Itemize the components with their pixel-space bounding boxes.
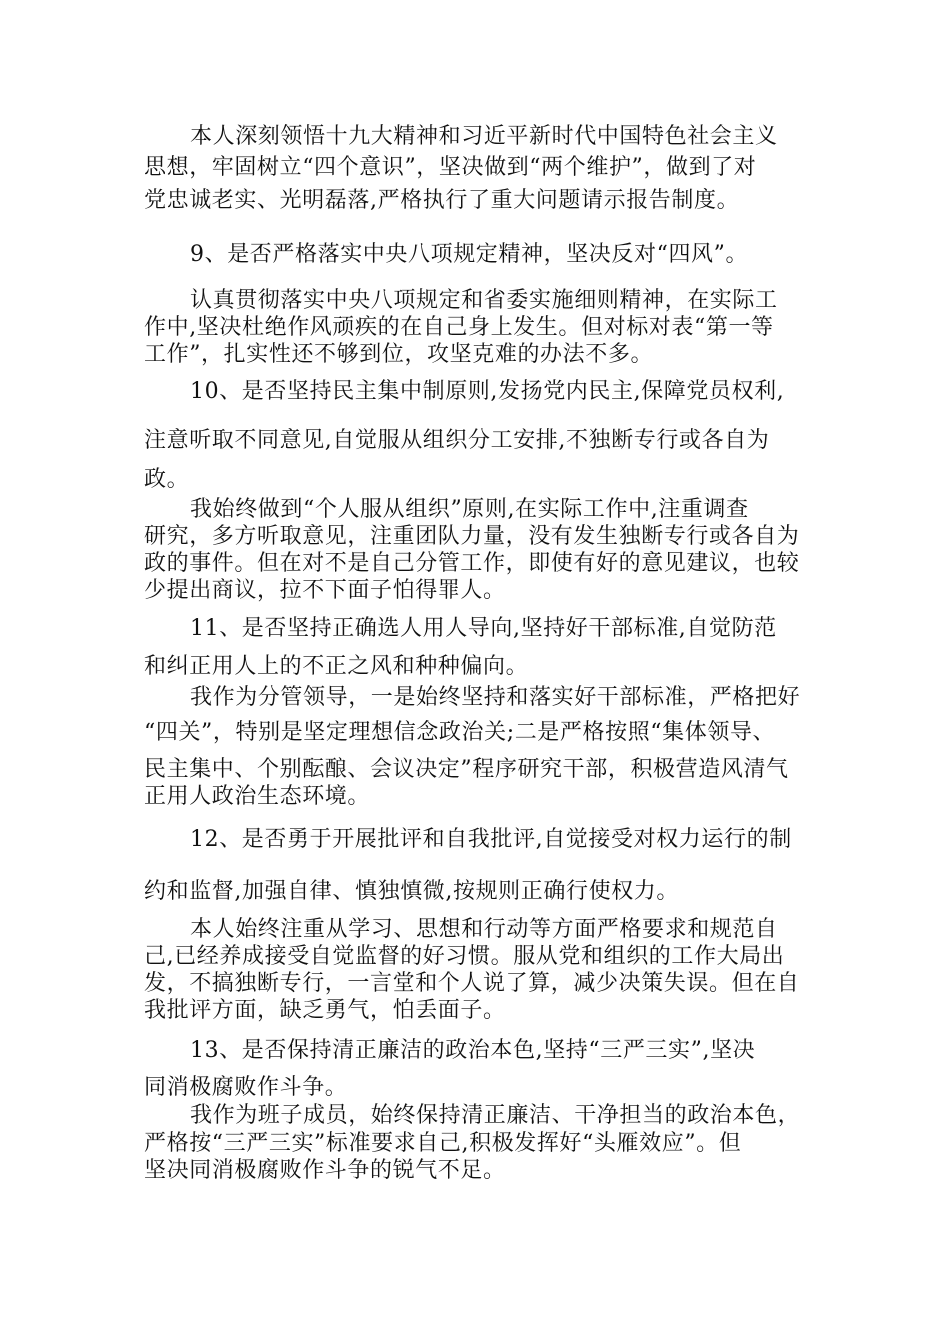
- question-10-line-2: 注意听取不同意见,自觉服从组织分工安排,不独断专行或各自为: [144, 428, 770, 453]
- question-10-line-3: 政。: [144, 467, 190, 492]
- answer-12-line-1: 本人始终注重从学习、思想和行动等方面严格要求和规范自: [190, 917, 778, 942]
- question-11-line-2: 和纠正用人上的不正之风和种种偏向。: [144, 654, 529, 679]
- answer-8-line-1: 本人深刻领悟十九大精神和习近平新时代中国特色社会主义: [190, 124, 778, 149]
- question-12-line-2: 约和监督,加强自律、慎独慎微,按规则正确行使权力。: [144, 879, 679, 904]
- answer-11-line-4: 正用人政治生态环境。: [144, 784, 371, 809]
- question-11-line-1: 11、是否坚持正确选人用人导向,坚持好干部标准,自觉防范: [190, 616, 777, 641]
- answer-10-line-3: 政的事件。但在对不是自己分管工作，即使有好的意见建议，也较: [144, 551, 800, 576]
- question-13-line-1: 13、是否保持清正廉洁的政治本色,坚持“三严三实”,坚决: [190, 1038, 756, 1063]
- answer-11-line-2: “四关”，特别是坚定理想信念政治关;二是严格按照“集体领导、: [144, 720, 776, 745]
- answer-10-line-4: 少提出商议，拉不下面子怕得罪人。: [144, 578, 506, 603]
- question-12-line-1: 12、是否勇于开展批评和自我批评,自觉接受对权力运行的制: [190, 827, 792, 852]
- answer-11-line-3: 民主集中、个别酝酿、会议决定”程序研究干部，积极营造风清气: [144, 757, 789, 782]
- answer-9-line-3: 工作”，扎实性还不够到位，攻坚克难的办法不多。: [144, 342, 654, 367]
- answer-8-line-2: 思想，牢固树立“四个意识”，坚决做到“两个维护”，做到了对: [144, 155, 757, 180]
- question-13-line-2: 同消极腐败作斗争。: [144, 1075, 348, 1100]
- answer-9-line-2: 作中,坚决杜绝作风顽疾的在自己身上发生。但对标对表“第一等: [144, 315, 774, 340]
- answer-13-line-1: 我作为班子成员，始终保持清正廉洁、干净担当的政治本色，: [190, 1103, 801, 1128]
- answer-10-line-1: 我始终做到“个人服从组织”原则,在实际工作中,注重调查: [190, 497, 749, 522]
- answer-13-line-2: 严格按“三严三实”标准要求自己,积极发挥好“头雁效应”。但: [144, 1131, 742, 1156]
- answer-8-line-3: 党忠诚老实、光明磊落,严格执行了重大问题请示报告制度。: [144, 188, 740, 213]
- answer-12-line-2: 己,已经养成接受自觉监督的好习惯。服从党和组织的工作大局出: [144, 944, 785, 969]
- question-10-line-1: 10、是否坚持民主集中制原则,发扬党内民主,保障党员权利,: [190, 379, 785, 404]
- answer-13-line-3: 坚决同消极腐败作斗争的锐气不足。: [144, 1158, 506, 1183]
- answer-12-line-4: 我批评方面，缺乏勇气，怕丢面子。: [144, 998, 506, 1023]
- answer-9-line-1: 认真贯彻落实中央八项规定和省委实施细则精神，在实际工: [190, 288, 778, 313]
- question-9-line-1: 9、是否严格落实中央八项规定精神，坚决反对“四风”。: [190, 242, 749, 267]
- answer-12-line-3: 发，不搞独断专行，一言堂和个人说了算，减少决策失误。但在自: [144, 971, 800, 996]
- answer-10-line-2: 研究，多方听取意见，注重团队力量，没有发生独断专行或各自为: [144, 524, 800, 549]
- answer-11-line-1: 我作为分管领导，一是始终坚持和落实好干部标准，严格把好: [190, 685, 801, 710]
